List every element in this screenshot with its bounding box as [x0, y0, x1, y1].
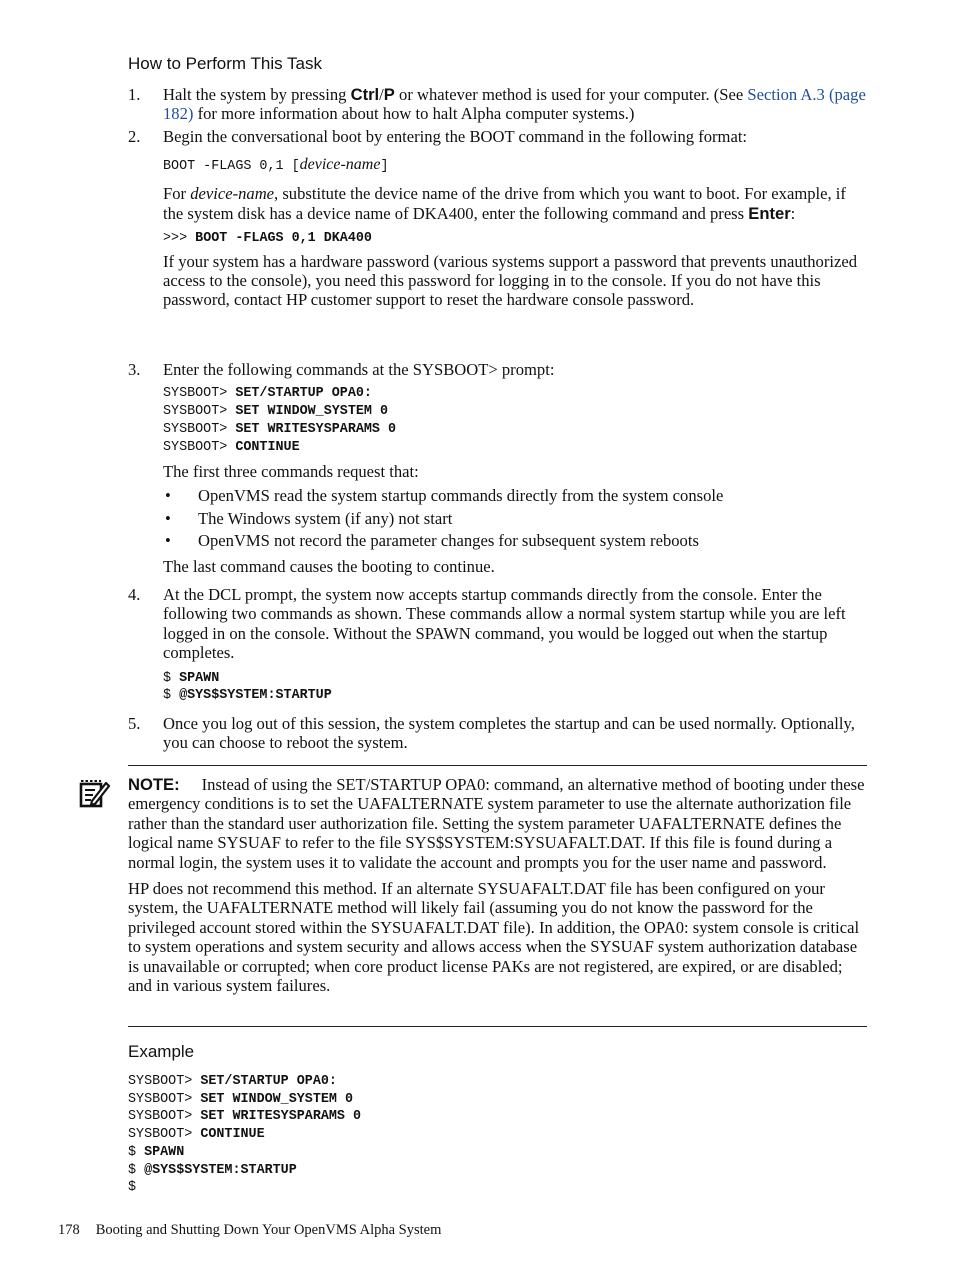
note-paragraph-1: NOTE: Instead of using the SET/STARTUP OPA0: command, an alternative method of booting under these emergency conditions is to set the UAFALTERNATE system parameter to use the alternate authorization file rather than the standard user authorization file. Setting the system parameter UAFALTERNATE defines the logical name SYSUAF to refer to the file SYS$SYSTEM:SYSUAFALT.DAT. If this file is found during a normal login, the system uses it to validate the account and prompts you for the user name and password. — [128, 775, 865, 872]
step-1 — [128, 85, 868, 124]
list-item: • The Windows system (if any) not start — [165, 508, 453, 528]
step-number: 4. — [128, 585, 141, 604]
device-paragraph: For device-name, substitute the device name of the drive from which you want to boot. For example, if the system disk has a device name of DKA400, enter the following command and press Enter: — [163, 184, 846, 223]
step-3 — [128, 360, 868, 576]
note-label: NOTE: — [128, 775, 180, 794]
step-4 — [128, 585, 868, 705]
code-boot-format: BOOT -FLAGS 0,1 [device-name] — [163, 156, 389, 175]
footer-title: Booting and Shutting Down Your OpenVMS Alpha System — [95, 1222, 442, 1238]
step-text: At the DCL prompt, the system now accepts startup commands directly from the console. Enter the following two commands as shown. These commands allow a normal system startup while you are left logged in on the console. Without the SPAWN command, you would be logged out when the startup completes. — [163, 585, 846, 663]
code-dcl-commands: $ SPAWN $ @SYS$SYSTEM:STARTUP — [163, 670, 332, 704]
section-link[interactable]: Section A.3 (page 182) — [163, 85, 866, 124]
step-text: Begin the conversational boot by entering the BOOT command in the following format: — [163, 127, 748, 146]
step-text: Once you log out of this session, the system completes the startup and can be used normally. Optionally, you can choose to reboot the system. — [163, 714, 855, 753]
step-number: 2. — [128, 127, 141, 146]
page-footer — [58, 1222, 441, 1239]
note-paragraph-2: HP does not recommend this method. If an alternate SYSUAFALT.DAT file has been configured on your system, the UAFALTERNATE method will likely fail (assuming you do not know the password for the privileged account stored within the SYSUAFALT.DAT file). In addition, the OPA0: system console is critical to system operations and system security and allows access when the SYSUAF system authorization database is unavailable or corrupted; when core product license PAKs are not registered, are expired, or are disabled; and in various system failures. — [128, 879, 860, 996]
example-code: SYSBOOT> SET/STARTUP OPA0: SYSBOOT> SET WINDOW_SYSTEM 0 SYSBOOT> SET WRITESYSPARAMS 0 SYSBOOT> CONTINUE $ SPAWN $ @SYS$SYSTEM:STARTUP $ — [128, 1074, 362, 1196]
step-text: Halt the system by pressing Ctrl/P or whatever method is used for your computer. (See Section A.3 (page 182) for more information about how to halt Alpha computer systems.) — [163, 85, 866, 124]
note-body — [128, 775, 868, 995]
code-sysboot-commands: SYSBOOT> SET/STARTUP OPA0: SYSBOOT> SET WINDOW_SYSTEM 0 SYSBOOT> SET WRITESYSPARAMS 0 SYSBOOT> CONTINUE — [163, 386, 397, 455]
note-icon — [78, 777, 112, 811]
key-ctrl: Ctrl — [350, 85, 380, 104]
step-number: 3. — [128, 360, 141, 379]
password-paragraph: If your system has a hardware password (various systems support a password that prevents unauthorized access to the console), you need this password for logging in to the console. If you do not have this password, contact HP customer support to reset the hardware console password. — [163, 251, 858, 310]
note-bottom-rule — [128, 1026, 867, 1027]
step-2 — [128, 127, 868, 310]
key-p: P — [383, 85, 395, 104]
last-command-text: The last command causes the booting to continue. — [163, 556, 495, 576]
list-item: • OpenVMS not record the parameter changes for subsequent system reboots — [165, 531, 699, 551]
list-item: • OpenVMS read the system startup commands directly from the system console — [165, 485, 724, 505]
step-5 — [128, 714, 868, 753]
page-number: 178 — [58, 1222, 80, 1238]
commands-intro: The first three commands request that: — [163, 462, 419, 482]
code-boot-example: >>> BOOT -FLAGS 0,1 DKA400 — [163, 230, 372, 246]
key-enter: Enter — [748, 203, 791, 223]
step-text: Enter the following commands at the SYSBOOT> prompt: — [163, 360, 555, 379]
note-top-rule — [128, 765, 867, 766]
section-heading: How to Perform This Task — [128, 54, 322, 73]
example-heading: Example — [128, 1042, 195, 1061]
step-number: 5. — [128, 714, 141, 733]
step-number: 1. — [128, 85, 141, 104]
